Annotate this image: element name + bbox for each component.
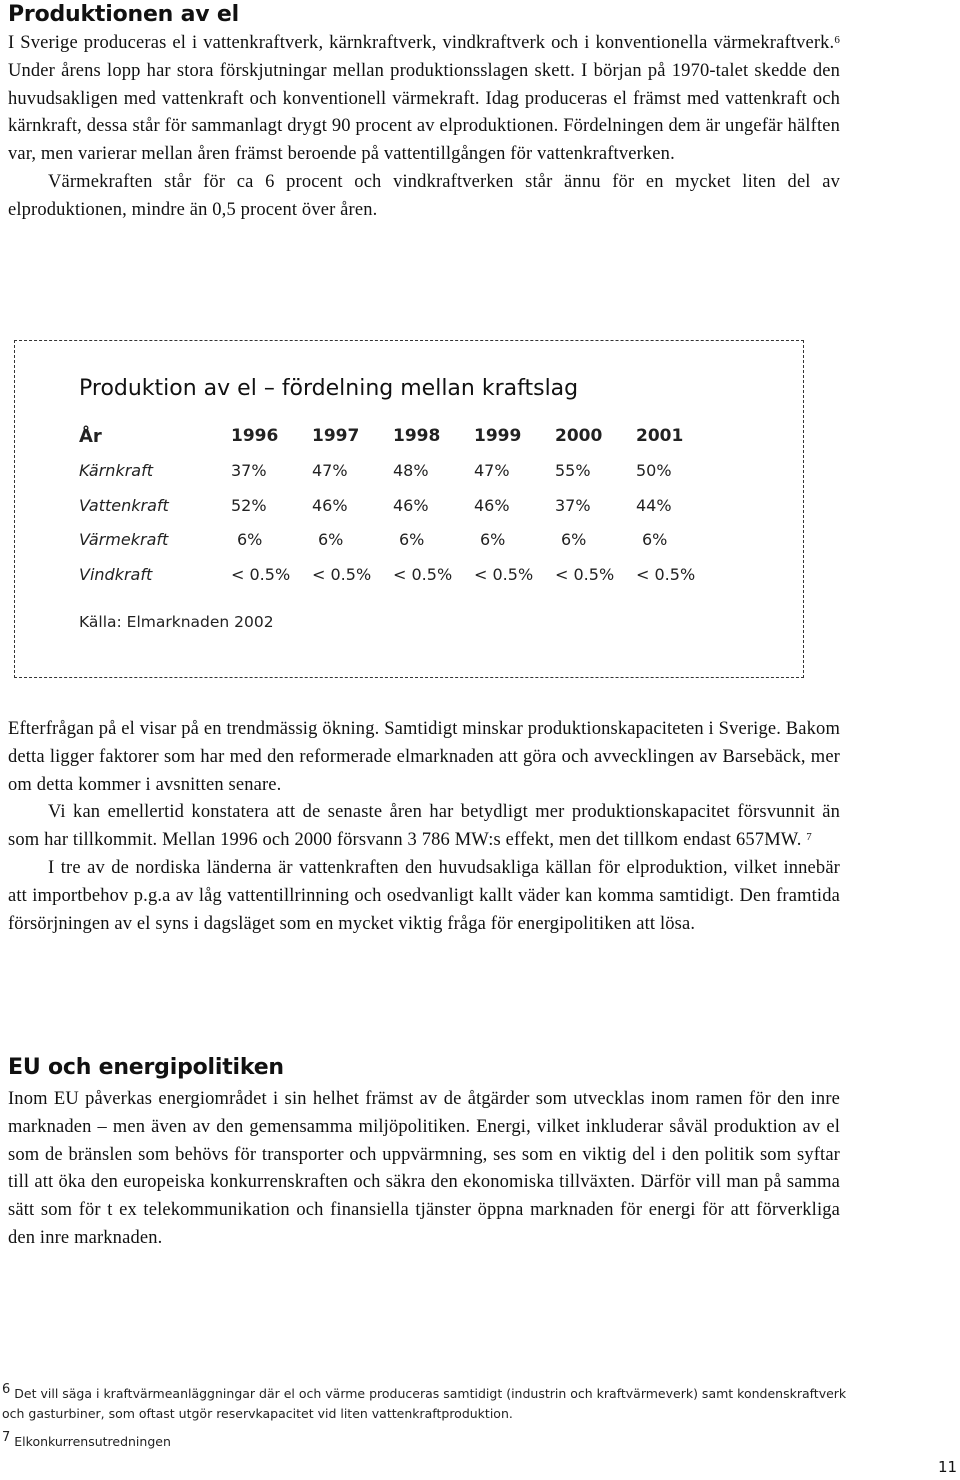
table-cell: < 0.5% <box>555 564 615 584</box>
paragraph-2: Värmekraften står för ca 6 procent och vindkraftverken står ännu för en mycket liten del av elproduktionen, mindre än 0,5 procent över åren. <box>8 171 840 220</box>
row-label: Vattenkraft <box>79 495 169 515</box>
header-year-label: År <box>79 425 102 447</box>
table-cell: < 0.5% <box>231 564 291 584</box>
table-cell: 37% <box>231 461 267 481</box>
production-distribution-table <box>79 419 717 592</box>
paragraph-eu: Inom EU påverkas energiområdet i sin helhet främst av de åtgärder som utvecklas inom ramen för den inre marknaden – men även av den gemensamma miljöpolitiken. Energi, vilket inkluderar såväl produktion av el som de bränslen som behövs för transporter och uppvärmning, ses som en viktig del i den politik som syftar till att öka den europeiska konkurrenskraften och säkra den ekonomiska tillväxten. Därför vill man på samma sätt som för t ex telekommunikation och finansiella tjänster öppna marknaden för energi för att förverkliga den inre marknaden. <box>8 1089 840 1248</box>
footnote-7 <box>2 1432 862 1452</box>
table-cell: 48% <box>393 461 429 481</box>
table-title: Produktion av el – fördelning mellan kraftslag <box>79 376 579 401</box>
section2-body <box>8 1086 840 1253</box>
paragraph-3: Efterfrågan på el visar på en trendmässig ökning. Samtidigt minskar produktionskapaciteten i Sverige. Bakom detta ligger faktorer som har med den reformerade elmarknaden att göra och avvecklingen av Barsebäck, mer om detta kommer i avsnitten senare. <box>8 719 840 795</box>
footnote-number: 6 <box>2 1382 11 1397</box>
table-cell: 55% <box>555 461 591 481</box>
table-row <box>79 488 717 523</box>
paragraph-5: I tre av de nordiska länderna är vattenkraften den huvudsakliga källan för elproduktion, vilket innebär att importbehov p.g.a av låg vattentillrinning och osedvanligt kallt väder kan komma samtidigt. Den framtida försörjningen av el syns i dagsläget som en mycket viktig fråga för energipolitiken att lösa. <box>8 857 840 934</box>
table-cell: 6% <box>642 530 668 550</box>
table-cell: 47% <box>474 461 510 481</box>
header-year: 1996 <box>231 426 279 447</box>
table-cell: 6% <box>399 530 425 550</box>
table-cell: 44% <box>636 495 672 515</box>
footnote-ref-7[interactable]: 7 <box>806 831 812 844</box>
header-year: 2001 <box>636 426 684 447</box>
table-cell: 46% <box>393 495 429 515</box>
table-source: Källa: Elmarknaden 2002 <box>79 613 274 631</box>
table-cell: 46% <box>312 495 348 515</box>
footnote-text: Det vill säga i kraftvärmeanläggningar där el och värme produceras samtidigt (industrin och kraftvärmeverk) samt kondenskraftverk och gasturbiner, som oftast utgör reservkapacitet vid liten vattenkraftproduktion. <box>2 1386 847 1421</box>
table-cell: < 0.5% <box>312 564 372 584</box>
table-cell: 6% <box>237 530 263 550</box>
table-cell: < 0.5% <box>636 564 696 584</box>
table-row <box>79 523 717 558</box>
table-row <box>79 454 717 489</box>
table-cell: < 0.5% <box>393 564 453 584</box>
footnote-ref-6[interactable]: 6 <box>834 34 840 46</box>
section-heading-eu: EU och energipolitiken <box>8 1055 284 1080</box>
section1-body <box>8 30 840 225</box>
row-label: Kärnkraft <box>79 461 153 481</box>
table-cell: 47% <box>312 461 348 481</box>
table-cell: 50% <box>636 461 672 481</box>
table-cell: 6% <box>318 530 344 550</box>
table-row <box>79 557 717 592</box>
row-label: Vindkraft <box>79 564 153 584</box>
footnote-text: Elkonkurrensutredningen <box>14 1434 171 1449</box>
section1b-body <box>8 716 840 938</box>
table-cell: < 0.5% <box>474 564 534 584</box>
production-table-box <box>14 340 804 678</box>
footnote-6 <box>2 1384 862 1424</box>
table-cell: 46% <box>474 495 510 515</box>
table-header-row <box>79 419 717 454</box>
page-number: 11 <box>938 1458 958 1476</box>
header-year: 1997 <box>312 426 360 447</box>
header-year: 2000 <box>555 426 603 447</box>
table-cell: 6% <box>480 530 506 550</box>
paragraph-1: I Sverige produceras el i vattenkraftverk, kärnkraftverk, vindkraftverk och i konventionella värmekraftverk.$^6$ Under årens lopp har stora förskjutningar mellan produktionsslagen skett. I början på 1970-talet skedde den huvudsakligen med vattenkraft och konventionell värmekraft. Idag produceras el främst med vattenkraft och kärnkraft, dessa står för sammanlagt drygt 90 procent av elproduktionen. Fördelningen dem är ungefär hälften var, men varierar mellan åren främst beroende på vattentillgången för vattenkraftverken. <box>8 33 840 165</box>
header-year: 1999 <box>474 426 522 447</box>
row-label: Värmekraft <box>79 530 169 550</box>
table-cell: 37% <box>555 495 591 515</box>
table-cell: 6% <box>561 530 587 550</box>
paragraph-4: Vi kan emellertid konstatera att de senaste åren har betydligt mer produktionskapacitet försvunnit än som har tillkommit. Mellan 1996 och 2000 försvann 3 786 MW:s effekt, men det tillkom endast 657MW. $^7$ <box>8 802 840 851</box>
section-heading-produktionen: Produktionen av el <box>8 2 239 27</box>
footnote-number: 7 <box>2 1430 11 1445</box>
table-cell: 52% <box>231 495 267 515</box>
header-year: 1998 <box>393 426 441 447</box>
